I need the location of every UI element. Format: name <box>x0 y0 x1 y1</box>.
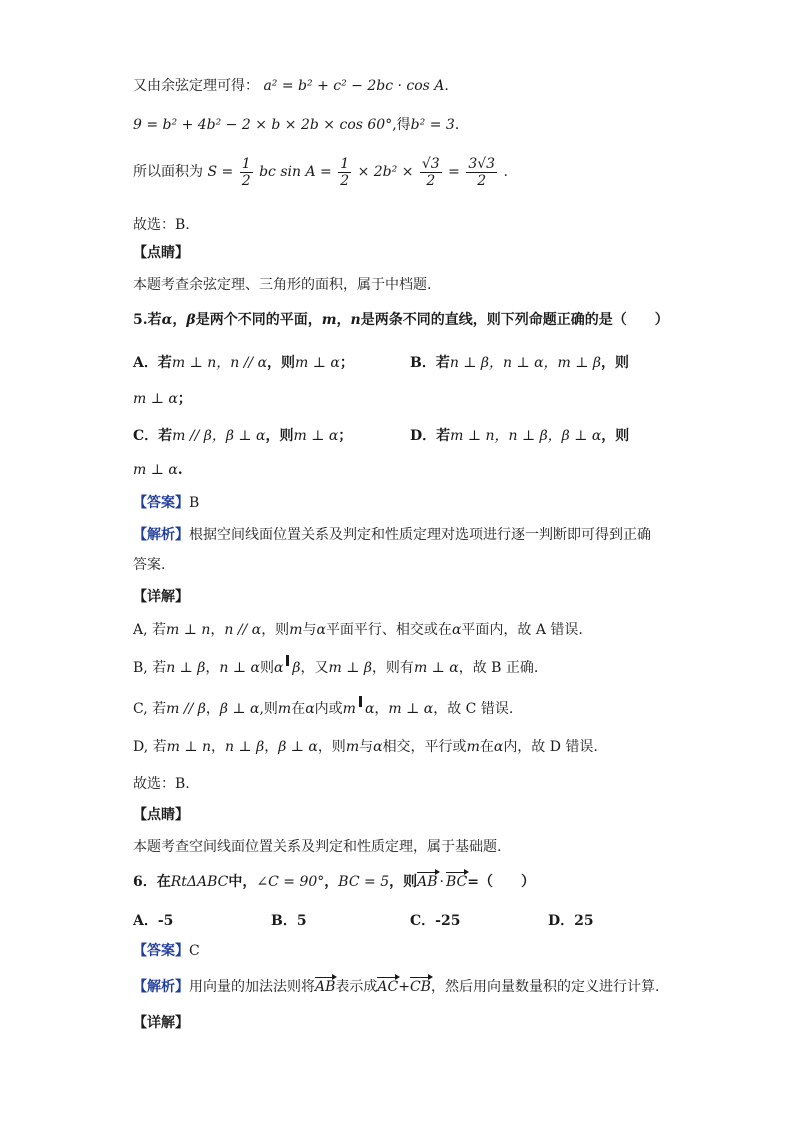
dianjing-text-q5: 本题考查空间线面位置关系及判定和性质定理，属于基础题. <box>133 839 502 855</box>
math: m ⊥ α <box>413 660 459 676</box>
text: ，则有 <box>371 660 414 676</box>
detail-prefix: A, 若 <box>133 622 167 638</box>
vector-ab: AB <box>315 979 336 995</box>
fraction-result <box>466 156 497 189</box>
question-number: 6．在 <box>133 874 171 890</box>
option-expression: n ⊥ β，n ⊥ α，m ⊥ β <box>449 355 601 371</box>
vector-ab: AB <box>417 874 438 890</box>
math: n // α <box>224 622 262 638</box>
analysis-tag: 【解析】 <box>133 979 189 995</box>
answer-tag: 【答案】 <box>133 495 189 511</box>
option-expression: m ⊥ n，n // α <box>171 355 268 371</box>
dot: · <box>439 874 444 890</box>
period: . <box>444 78 449 94</box>
math: β ⊥ α <box>278 739 318 755</box>
math: m <box>342 701 356 717</box>
answer-value: C <box>189 943 200 959</box>
analysis-q5 <box>133 525 651 545</box>
detail-prefix: D, 若 <box>133 739 167 755</box>
text: 平面平行、相交或在 <box>325 622 452 638</box>
answer-value: B <box>189 495 200 511</box>
math: n ⊥ β <box>225 739 265 755</box>
option-c <box>133 425 352 445</box>
text: ,则 <box>259 701 278 717</box>
analysis-text: ，然后用向量数量积的定义进行计算. <box>430 979 660 995</box>
option-label: C．若 <box>133 428 173 444</box>
math: ∠C = 90° <box>256 874 325 890</box>
separator: ， <box>336 312 351 328</box>
question-text: ， <box>324 874 339 890</box>
question-text: 中， <box>228 874 257 890</box>
expression: × 2b² × <box>357 164 414 180</box>
detail-heading-q6: 【详解】 <box>133 1015 189 1031</box>
area-line <box>133 155 508 189</box>
option-end: ； <box>339 355 354 371</box>
option-d <box>410 425 629 445</box>
text: ， <box>205 701 220 717</box>
question-text: =（ ） <box>467 874 535 890</box>
text: ， <box>264 739 279 755</box>
vector-cb: CB <box>409 979 431 995</box>
m-symbol: m <box>321 312 337 328</box>
analysis-tag: 【解析】 <box>133 527 189 543</box>
text: 在 <box>291 701 306 717</box>
option-text: ，则 <box>601 355 629 371</box>
detail-a <box>133 620 583 640</box>
equation: a² = b² + c² − 2bc · cos A <box>263 78 445 94</box>
q6-option-a: A．-5 <box>133 913 174 929</box>
equation: 9 = b² + 4b² − 2 × b × 2b × cos 60° <box>133 117 393 133</box>
option-text: ，则 <box>265 428 294 444</box>
denominator: 2 <box>426 172 436 189</box>
math: m ⊥ n <box>166 739 211 755</box>
q6-option-c: C．-25 <box>410 913 461 929</box>
math: m <box>345 739 360 755</box>
alpha-symbol: α <box>161 312 173 328</box>
area-symbol: S = <box>207 164 234 180</box>
select-line-q5: 故选：B. <box>133 776 190 792</box>
math: m ⊥ α <box>388 701 434 717</box>
math: n ⊥ α <box>219 660 260 676</box>
question-5 <box>133 310 669 330</box>
text: ，又 <box>300 660 329 676</box>
detail-b <box>133 655 538 678</box>
line-text: ,得 <box>392 117 411 133</box>
answer-q5 <box>133 493 199 513</box>
text: 在 <box>479 739 494 755</box>
math: m <box>277 701 292 717</box>
parallel-glyph <box>286 655 289 666</box>
text: ，故 B 正确. <box>458 660 539 676</box>
analysis-q6 <box>133 977 659 997</box>
option-expression: m ⊥ n，n ⊥ β，β ⊥ α <box>450 428 602 444</box>
expression: bc sin A = <box>259 164 332 180</box>
math: α <box>364 701 375 717</box>
line-text: 所以面积为 <box>133 164 203 180</box>
text: ，则 <box>317 739 346 755</box>
text: ，则 <box>261 622 290 638</box>
n-symbol: n <box>350 312 361 328</box>
equals: = <box>448 164 460 180</box>
parallel-glyph <box>359 696 362 707</box>
text: 相交，平行或 <box>382 739 467 755</box>
denominator: 2 <box>340 172 350 189</box>
numerator: √3 <box>421 155 440 172</box>
option-d-continued <box>133 462 183 478</box>
question-text: 是两个不同的平面， <box>195 312 322 328</box>
text: 平面内，故 A 错误. <box>461 622 583 638</box>
question-text: ，则 <box>389 874 418 890</box>
math: m // β <box>166 701 206 717</box>
numerator: 1 <box>340 155 350 172</box>
math: α <box>273 660 284 676</box>
period: . <box>454 117 460 133</box>
math: RtΔABC <box>170 874 229 890</box>
q6-option-b: B．5 <box>271 913 307 929</box>
answer-q6 <box>133 941 200 961</box>
text: 内或 <box>314 701 343 717</box>
cosine-law-line <box>133 76 449 96</box>
option-text: ，则 <box>267 355 296 371</box>
dianjing-heading-q5: 【点睛】 <box>133 807 189 823</box>
option-end: ； <box>177 391 192 407</box>
dianjing-heading-q4: 【点睛】 <box>133 245 189 261</box>
answer-tag: 【答案】 <box>133 943 189 959</box>
numerator: 1 <box>241 155 251 172</box>
math: α <box>451 622 462 638</box>
option-label: D．若 <box>410 428 451 444</box>
math: α <box>316 622 326 638</box>
option-result: m ⊥ α <box>293 428 339 444</box>
line-text: 又由余弦定理可得： <box>133 78 259 94</box>
text: 与 <box>359 739 374 755</box>
text: 则 <box>259 660 274 676</box>
math: α <box>305 701 315 717</box>
fraction-half <box>240 156 253 189</box>
beta-symbol: β <box>186 312 196 328</box>
option-b <box>410 352 629 372</box>
option-b-continued <box>133 388 192 408</box>
text: ，故 C 错误. <box>433 701 514 717</box>
analysis-text: 表示成 <box>335 979 378 995</box>
substitution-line <box>133 115 459 135</box>
option-label: B．若 <box>410 355 450 371</box>
analysis-q5-continued: 答案. <box>133 557 166 573</box>
question-6 <box>133 872 535 892</box>
text: 内，故 D 错误. <box>503 739 598 755</box>
detail-c <box>133 696 513 719</box>
math: α <box>373 739 383 755</box>
text: ， <box>211 739 225 755</box>
math: m <box>289 622 303 638</box>
plus: + <box>398 979 410 995</box>
analysis-text: 根据空间线面位置关系及判定和性质定理对选项进行逐一判断即可得到正确 <box>189 527 651 543</box>
option-label: A．若 <box>133 355 172 371</box>
option-result: m ⊥ α <box>133 391 178 407</box>
text: 与 <box>302 622 317 638</box>
q6-option-d: D．25 <box>548 913 594 929</box>
select-line-q4: 故选：B. <box>133 217 190 233</box>
detail-prefix: C, 若 <box>133 701 167 717</box>
text: ， <box>374 701 389 717</box>
math: m ⊥ β <box>328 660 372 676</box>
vector-bc: BC <box>445 874 468 890</box>
math: n ⊥ β <box>166 660 206 676</box>
option-end: . <box>177 462 183 478</box>
option-a <box>133 352 354 372</box>
detail-d <box>133 737 598 757</box>
text: ， <box>205 660 220 676</box>
option-expression: m // β，β ⊥ α <box>172 428 266 444</box>
detail-heading-q5: 【详解】 <box>133 589 189 605</box>
math: α <box>493 739 504 755</box>
numerator: 3√3 <box>468 155 496 172</box>
denominator: 2 <box>477 172 487 189</box>
math: m ⊥ n <box>166 622 211 638</box>
denominator: 2 <box>241 172 251 189</box>
analysis-text: 用向量的加法法则将 <box>189 979 315 995</box>
math: BC = 5 <box>338 874 390 890</box>
option-text: ，则 <box>601 428 630 444</box>
option-result: m ⊥ α <box>295 355 340 371</box>
vector-ac: AC <box>377 979 399 995</box>
text: ， <box>210 622 225 638</box>
period: . <box>503 164 508 180</box>
fraction-sqrt3-half <box>420 156 442 189</box>
math: β <box>292 660 301 676</box>
separator: ， <box>172 312 187 328</box>
dianjing-text-q4: 本题考查余弦定理、三角形的面积，属于中档题. <box>133 277 432 293</box>
detail-prefix: B, 若 <box>133 660 167 676</box>
fraction-half-2 <box>338 156 351 189</box>
equation-result: b² = 3 <box>410 117 455 133</box>
question-number: 5.若 <box>133 312 162 328</box>
question-text: 是两条不同的直线，则下列命题正确的是（ ） <box>360 312 669 328</box>
option-end: ； <box>338 428 353 444</box>
math: m <box>466 739 480 755</box>
option-result: m ⊥ α <box>133 462 178 478</box>
math: β ⊥ α <box>219 701 260 717</box>
